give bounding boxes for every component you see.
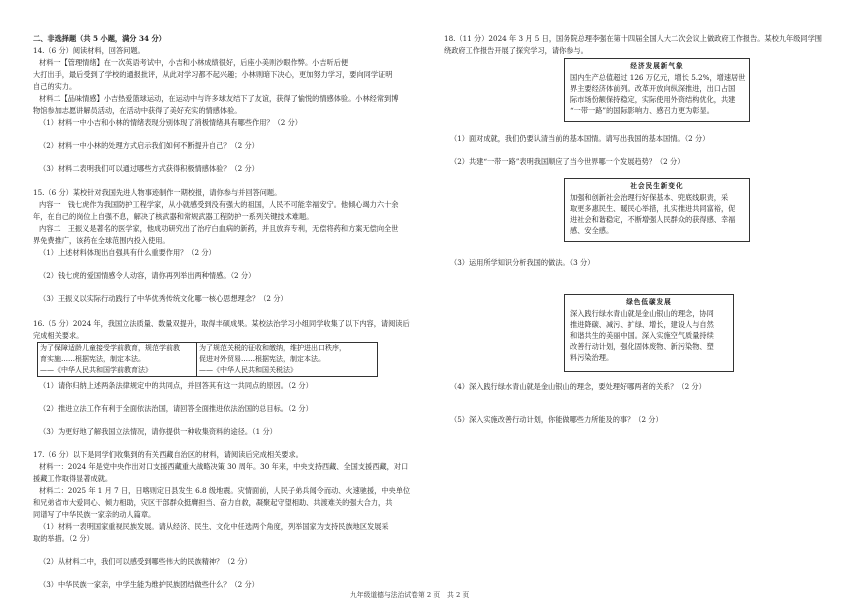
q15-stem: 15.（6 分）某校针对我国先进人物事迹制作一期校报，请你参与并回答问题。 xyxy=(33,188,282,197)
q17-sub1-line2: 取的举措。（2 分） xyxy=(33,534,94,543)
law-cell-preschool xyxy=(38,343,197,377)
q14-material1-line3: 自己的实力。 xyxy=(33,82,77,91)
q16-stem-line2: 完成相关要求。 xyxy=(33,331,84,340)
q17-material2-line1: 材料二：2025 年 1 月 7 日，日喀则定日县发生 6.8 级地震。灾情面前，人民子弟兵闻令而动、火速驰援，中央单位 xyxy=(39,486,411,495)
economy-box xyxy=(564,58,750,122)
q17-sub2: （2）从材料二中，我们可以感受到哪些伟大的民族精神？（2 分） xyxy=(39,557,252,566)
economy-line2: 界主要经济体前列。改革开放向纵深推进，出口占国 xyxy=(570,84,736,93)
law-a-source: ——《中华人民共和国学前教育法》 xyxy=(40,366,152,374)
q15-content2-line1: 内容二 王振义是著名的医学家，他成功研究出了治疗白血病的新药，并且放弃专利，无偿将药和方案无偿向全世 xyxy=(39,224,399,233)
q16-sub1: （1）请你归纳上述两条法律规定中的共同点，并回答其有这一共同点的原因。（2 分） xyxy=(39,381,313,390)
q15-sub1: （1）上述材料体现出自强具有什么重要作用？（2 分） xyxy=(39,248,216,257)
green-line2: 推进降碳、减污、扩绿、增长，建设人与自然 xyxy=(570,320,714,329)
q14-material1-line2: 大打出手，最后受到了学校的通报批评，从此对学习都不起兴趣；小林则暗下决心，更加努力学习，要向同学证明 xyxy=(33,70,393,79)
q18-stem-line2: 绕政府工作报告开展了探究学习，请你参与。 xyxy=(444,46,588,55)
q17-material1-line2: 援藏工作取得显著成就。 xyxy=(33,474,113,483)
q14-sub3: （3）材料二表明我们可以通过哪些方式获得积极情感体验？（2 分） xyxy=(39,164,259,173)
green-box-title: 绿色低碳发展 xyxy=(626,298,672,306)
q17-material2-line2: 和兄弟省市大爱同心、倾力相助，灾区干部群众挺膺担当、奋力自救，凝聚起守望相助、共渡难关的强大合力，共 xyxy=(33,498,393,507)
q15-sub2: （2）钱七虎的爱国情感令人动容，请你再列举出两种情感。（2 分） xyxy=(39,271,256,280)
q14-sub2: （2）材料一中小林的处理方式启示我们如何不断提升自己？（2 分） xyxy=(39,141,259,150)
q17-material2-line3: 同谱写了中华民族一家亲的动人篇章。 xyxy=(33,510,156,519)
livelihood-line2: 取更多惠民生、暖民心举措，扎实推进共同富裕，促 xyxy=(570,204,736,213)
q18-sub5: （5）深入实施改善行动计划，你能做哪些力所能及的事？（2 分） xyxy=(450,415,663,424)
law-b-line1: 为了规范关税的征收和缴纳，维护进出口秩序， xyxy=(199,344,346,352)
law-a-line1: 为了保障适龄儿童接受学前教育，规范学前教 xyxy=(40,344,180,352)
q17-sub1-line1: （1）材料一表明国家重视民族发展。请从经济、民生、文化中任选两个角度，列举国家为支持民族地区发展采 xyxy=(39,522,389,531)
livelihood-box xyxy=(564,178,750,242)
economy-line3: 际市场份额保持稳定，实际使用外资结构优化，共建 xyxy=(570,95,736,104)
q14-material2-line2: 物馆参加志愿讲解员活动，在活动中获得了美好充实的情感体验。 xyxy=(33,106,242,115)
green-line4: 改善行动计划，强化固体废物、新污染物、塑 xyxy=(570,342,714,351)
q18-sub1: （1）面对成就，我们仍要认清当前的基本国情。请写出我国的基本国情。（2 分） xyxy=(450,134,710,143)
green-line5: 料污染治理。 xyxy=(570,353,614,362)
section-title: 二、非选择题（共 5 小题，满分 34 分） xyxy=(33,34,166,43)
law-b-line2: 促进对外贸易……根据宪法，制定本法。 xyxy=(199,355,325,363)
q18-stem: 18.（11 分）2024 年 3 月 5 日，国务院总理李强在第十四届全国人大二次会议上做政府工作报告。某校九年级同学围 xyxy=(444,34,822,43)
q15-content1-line2: 年，在自己的岗位上自强不息，解决了核武器和常规武器工程防护一系列关键技术难题。 xyxy=(33,212,314,221)
q17-material1-line1: 材料一：2024 年是党中央作出对口支援西藏重大战略决策 30 周年。30 年来，中央支持西藏、全国支援西藏，对口 xyxy=(39,462,409,471)
q14-material2-line1: 材料二【品味情感】小吉热爱篮球运动，在运动中与许多球友结下了友谊，获得了愉悦的情感体验。小林经常到博 xyxy=(39,94,399,103)
q15-sub3: （3）王振义以实际行动践行了中华优秀传统文化哪一核心思想理念？（2 分） xyxy=(39,294,288,303)
livelihood-line4: 感、安全感。 xyxy=(570,226,614,235)
q15-content1-line1: 内容一 钱七虎作为我国防护工程学家，从小就感受到没有强大的祖国，人民不可能幸福安宁。他倾心竭力六十余 xyxy=(39,200,399,209)
q16-stem: 16.（5 分）2024 年，我国立法质量、数量双提升，取得丰硕成果。某校法治学习小组同学收集了以下内容，请阅读后 xyxy=(33,319,410,328)
q16-sub3: （3）为更好地了解我国立法情况，请你提供一种收集资料的途径。（1 分） xyxy=(39,427,277,436)
green-box xyxy=(564,294,734,372)
q14-material1-line1: 材料一【管理情绪】在一次英语考试中，小吉和小林成绩很好，后座小美则沙眼作弊。小吉听后便 xyxy=(39,58,349,67)
livelihood-box-title: 社会民生新变化 xyxy=(630,182,684,190)
economy-box-title: 经济发展新气象 xyxy=(630,62,684,70)
law-a-line2: 育实施……根据宪法，制定本法。 xyxy=(40,355,145,363)
q17-stem: 17.（6 分）以下是同学们收集到的有关西藏自治区的材料，请阅读后完成相关要求。 xyxy=(33,450,303,459)
q16-sub2: （2）推进立法工作有利于全面依法治国，请回答全面推进依法治国的总目标。（2 分） xyxy=(39,404,313,413)
livelihood-line1: 加强和创新社会治理行好保基本、兜底线职责，采 xyxy=(570,193,729,202)
q18-sub2: （2）共建“一带一路”表明我国顺应了当今世界哪一个发展趋势？（2 分） xyxy=(450,157,685,166)
q14-stem: 14.（6 分）阅读材料，回答问题。 xyxy=(33,46,145,55)
green-line3: 和谐共生的美丽中国。深入实施空气质量持续 xyxy=(570,331,714,340)
q16-law-table xyxy=(37,342,378,377)
q17-sub3: （3）中华民族一家亲，中学生能为维护民族团结做些什么？（2 分） xyxy=(39,580,259,589)
q18-sub3: （3）运用所学知识分析我国的做法。（3 分） xyxy=(450,258,595,267)
economy-line4: “一带一路”的国际影响力、感召力更为彰显。 xyxy=(570,106,714,115)
q14-sub1: （1）材料一中小吉和小林的情绪表现分别体现了消极情绪具有哪些作用？（2 分） xyxy=(39,118,302,127)
livelihood-line3: 进社会和谐稳定，不断增强人民群众的获得感、幸福 xyxy=(570,215,736,224)
law-b-source: ——《中华人民共和国关税法》 xyxy=(199,366,297,374)
green-line1: 深入践行绿水青山就是金山银山的理念，协同 xyxy=(570,309,714,318)
page-footer: 九年级道德与法治试卷第 2 页 共 2 页 xyxy=(350,591,470,599)
q18-sub4: （4）深入践行绿水青山就是金山银山的理念，要处理好哪两者的关系？（2 分） xyxy=(450,382,706,391)
economy-line1: 国内生产总值超过 126 万亿元，增长 5.2%，增速居世 xyxy=(570,73,746,82)
law-cell-tariff xyxy=(197,343,378,377)
q15-content2-line2: 界免费推广，该药在全球范围内投入使用。 xyxy=(33,236,170,245)
